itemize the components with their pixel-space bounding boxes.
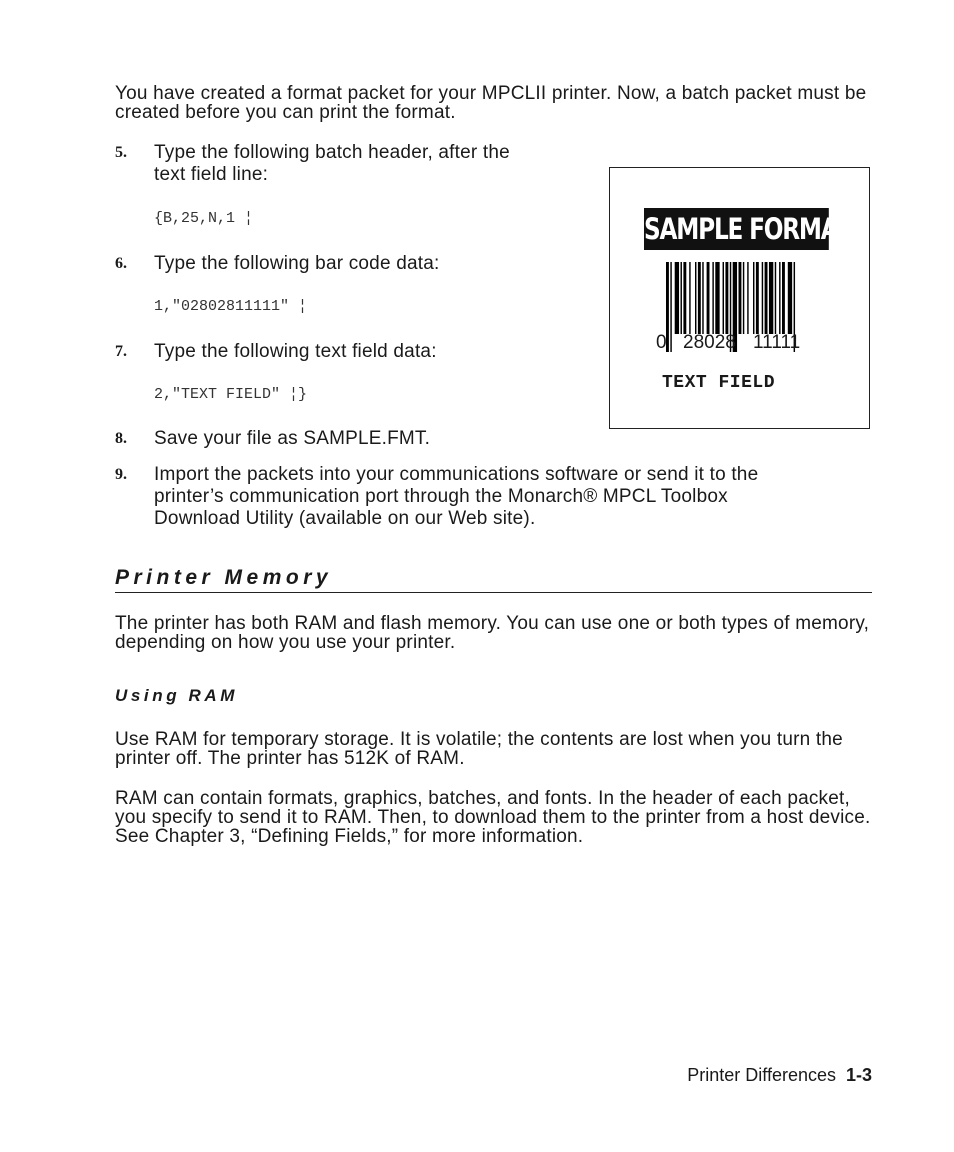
sample-label-title: SAMPLE FORMAT bbox=[644, 208, 829, 250]
barcode-bar bbox=[675, 262, 679, 334]
ram-paragraph-1: Use RAM for temporary storage. It is volatile; the contents are lost when you turn the printer off. The printer has 512K of RAM. bbox=[115, 729, 843, 769]
barcode-digits-group2: 11111 bbox=[753, 332, 801, 353]
barcode-bar bbox=[753, 262, 754, 334]
barcode-bar bbox=[695, 262, 696, 334]
barcode-bar bbox=[670, 262, 671, 352]
barcode-bar bbox=[681, 262, 682, 334]
barcode-bar bbox=[702, 262, 703, 334]
intro-paragraph: You have created a format packet for your MPCLII printer. Now, a batch packet must be created before you can print the format. bbox=[115, 83, 867, 123]
step-7-code: 2,"TEXT FIELD" ¦} bbox=[154, 386, 308, 403]
barcode-bar bbox=[739, 262, 742, 334]
step-6-code: 1,"02802811111" ¦ bbox=[154, 298, 308, 315]
barcode-bar bbox=[747, 262, 748, 334]
barcode-bar bbox=[707, 262, 710, 334]
sample-label-figure bbox=[609, 167, 870, 429]
step-9-text-line2: printer’s communication port through the Monarch® MPCL Toolbox bbox=[154, 486, 728, 507]
step-9-text-line3: Download Utility (available on our Web site). bbox=[154, 508, 536, 529]
step-number-5: 5. bbox=[115, 144, 127, 161]
step-7-text: Type the following text field data: bbox=[154, 341, 437, 362]
ram-paragraph-2: RAM can contain formats, graphics, batches, and fonts. In the header of each packet, you specify to send it to RAM. Then, to download them to the printer from a host device. See Chapter 3, “Defining Fields,” for more information. bbox=[115, 788, 871, 847]
step-9-text-line1: Import the packets into your communications software or send it to the bbox=[154, 464, 759, 485]
step-5-code: {B,25,N,1 ¦ bbox=[154, 210, 254, 227]
step-number-6: 6. bbox=[115, 255, 127, 272]
step-number-7: 7. bbox=[115, 343, 127, 360]
step-number-8: 8. bbox=[115, 430, 127, 447]
sample-label-text-field: TEXT FIELD bbox=[662, 373, 776, 393]
barcode-bar bbox=[756, 262, 759, 334]
page-footer bbox=[687, 1064, 872, 1086]
barcode-bar bbox=[788, 262, 792, 334]
barcode-bar bbox=[782, 262, 785, 334]
section-heading-text: Printer Memory bbox=[115, 566, 333, 589]
barcode-bar bbox=[712, 262, 713, 334]
step-6-text: Type the following bar code data: bbox=[154, 253, 440, 274]
subsection-heading: Using RAM bbox=[115, 686, 239, 705]
barcode-bar bbox=[725, 262, 728, 334]
barcode-bar bbox=[683, 262, 686, 334]
barcode-bar bbox=[723, 262, 724, 334]
barcode-digits-group1: 28028 bbox=[683, 332, 736, 353]
barcode-bar bbox=[775, 262, 776, 334]
step-5-text-line1: Type the following batch header, after the bbox=[154, 142, 510, 163]
barcode-bar bbox=[769, 262, 773, 334]
barcode-bar bbox=[698, 262, 701, 334]
barcode-bar bbox=[765, 262, 768, 334]
footer-page-number: 1-3 bbox=[845, 1065, 872, 1085]
step-8-text: Save your file as SAMPLE.FMT. bbox=[154, 428, 431, 449]
barcode-bar bbox=[689, 262, 690, 334]
barcode-bar bbox=[779, 262, 780, 334]
barcode-bar bbox=[715, 262, 719, 334]
memory-paragraph: The printer has both RAM and flash memory. You can use one or both types of memory, depending on how you use your printer. bbox=[115, 613, 870, 653]
step-number-9: 9. bbox=[115, 466, 127, 483]
barcode-left-digit: 0 bbox=[656, 332, 667, 353]
barcode-bar bbox=[762, 262, 763, 334]
section-heading bbox=[115, 566, 872, 593]
footer-chapter: Printer Differences bbox=[687, 1065, 836, 1085]
barcode-bar bbox=[743, 262, 744, 334]
step-5-text-line2: text field line: bbox=[154, 164, 269, 185]
